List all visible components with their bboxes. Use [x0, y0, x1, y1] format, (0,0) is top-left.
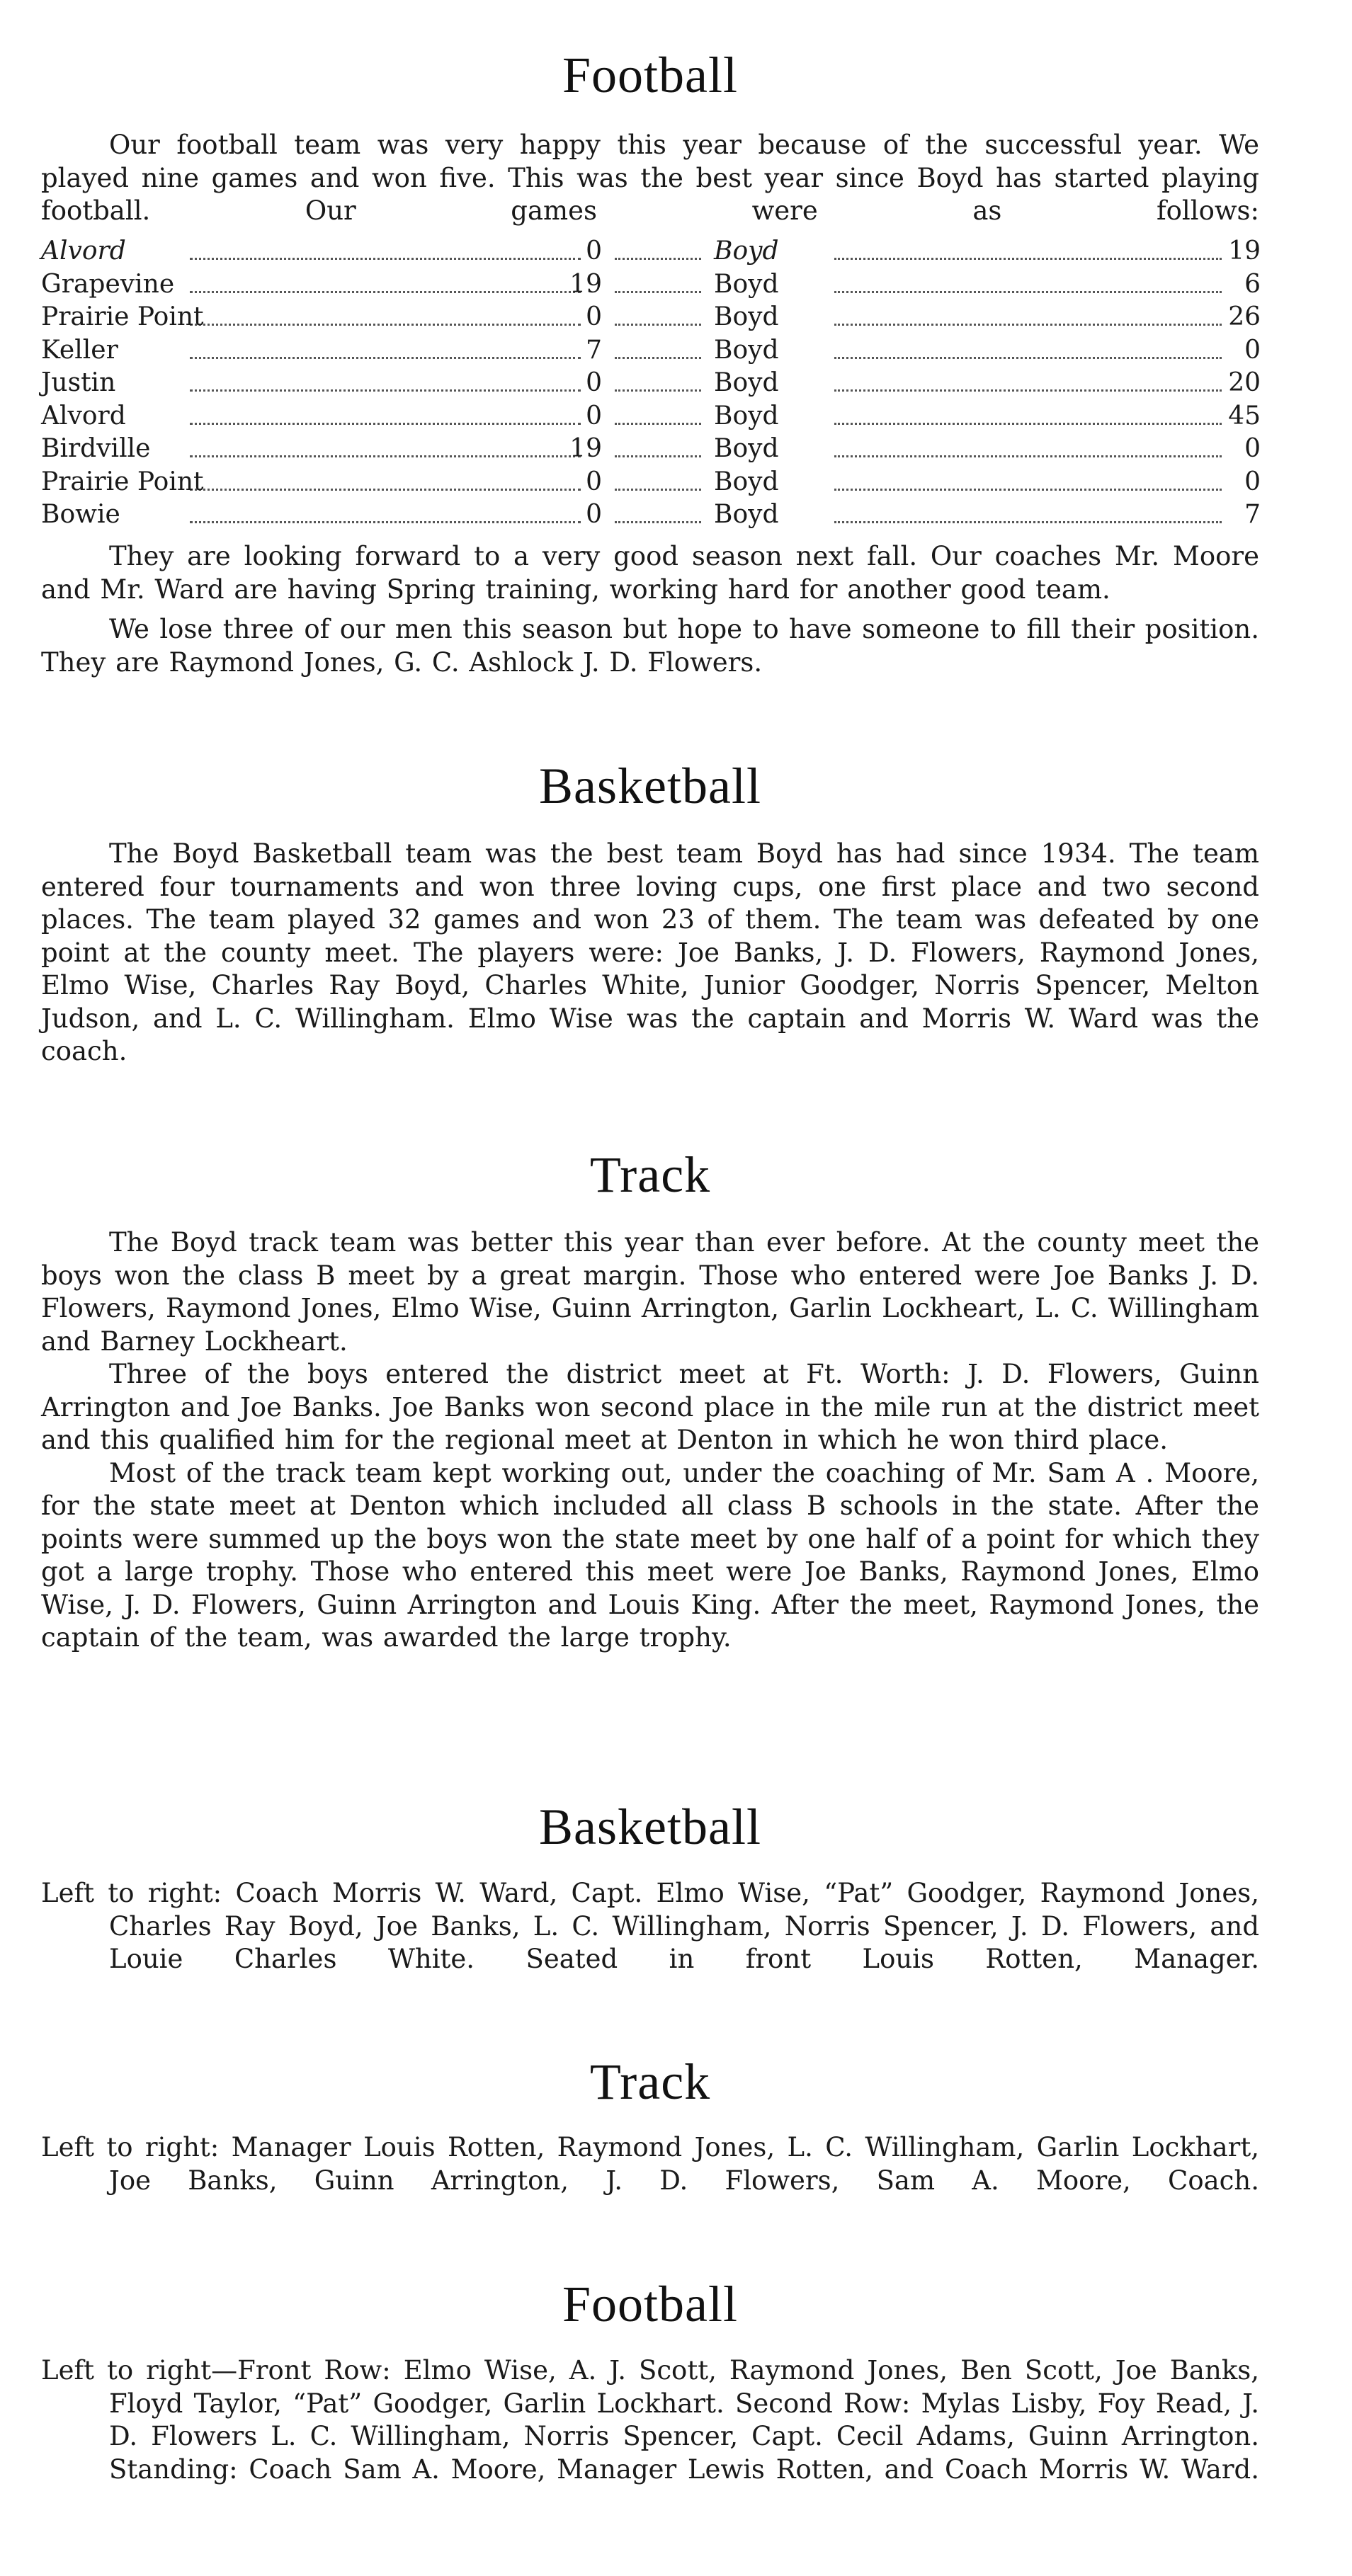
- game-team: Boyd: [714, 269, 779, 299]
- game-team-score: 45: [1228, 401, 1261, 431]
- game-opponent-score: 0: [586, 500, 602, 529]
- caption-track-heading-block: [41, 2051, 1259, 2113]
- game-opponent-score: 0: [586, 236, 602, 266]
- game-row: [41, 400, 1261, 433]
- game-team-score: 20: [1228, 368, 1261, 397]
- game-team: Boyd: [714, 467, 779, 496]
- game-team: Boyd: [714, 236, 779, 266]
- game-opponent-score: 0: [586, 467, 602, 496]
- game-opponent: Prairie Point: [41, 302, 204, 331]
- football-intro-block: [41, 129, 1259, 228]
- game-team-score: 26: [1228, 302, 1261, 331]
- game-team-score: 19: [1228, 236, 1261, 266]
- caption-football-block: [41, 2354, 1259, 2486]
- caption-track-heading: Track: [589, 2053, 711, 2110]
- game-team-score: 6: [1244, 269, 1261, 299]
- football-section: [41, 44, 1259, 106]
- game-opponent-score: 19: [569, 434, 602, 463]
- caption-track-text: Left to right: Manager Louis Rotten, Raymond Jones, L. C. Willingham, Garlin Lockhart, Joe Banks, Guinn Arrington, J. D. Flowers, Sam A. Moore, Coach.: [41, 2132, 1259, 2196]
- track-para1: The Boyd track team was better this year than ever before. At the county meet the boys won the class B meet by a great margin. Those who entered were Joe Banks J. D. Flowers, Raymond Jones, Elmo Wise, Guinn Arrington, Garlin Lockheart, L. C. Willingham and Barney Lockheart.: [41, 1227, 1259, 1357]
- game-team-score: 0: [1244, 335, 1261, 365]
- game-opponent: Grapevine: [41, 269, 175, 299]
- basketball-body: The Boyd Basketball team was the best team Boyd has had since 1934. The team entered four tournaments and won three loving cups, one first place and two second places. The team played 32 games and won 23 of them. The team was defeated by one point at the county meet. The players were: Joe Banks, J. D. Flowers, Raymond Jones, Elmo Wise, Charles Ray Boyd, Charles White, Junior Goodger, Norris Spencer, Melton Judson, and L. C. Willingham. Elmo Wise was the captain and Morris W. Ward was the coach.: [41, 838, 1259, 1066]
- game-row: [41, 367, 1261, 400]
- football-schedule-table: [41, 235, 1261, 532]
- football-closing: [41, 540, 1259, 679]
- game-opponent-score: 19: [569, 269, 602, 299]
- caption-track-block: [41, 2131, 1259, 2197]
- basketball-section: [41, 755, 1259, 817]
- football-heading: Football: [562, 47, 738, 103]
- track-para3: Most of the track team kept working out, under the coaching of Mr. Sam A . Moore, for the state meet at Denton which included all class B schools in the state. After the points were summed up the boys won the state meet by one half of a point for which they got a large trophy. Those who entered this meet were Joe Banks, Raymond Jones, Elmo Wise, J. D. Flowers, Guinn Arrington and Louis King. After the meet, Raymond Jones, the captain of the team, was awarded the large trophy.: [41, 1457, 1259, 1653]
- game-opponent: Bowie: [41, 500, 120, 529]
- caption-football-heading-block: [41, 2273, 1259, 2335]
- game-opponent: Alvord: [41, 401, 126, 431]
- game-opponent: Birdville: [41, 434, 151, 463]
- game-team: Boyd: [714, 368, 779, 397]
- game-row: [41, 334, 1261, 367]
- game-team: Boyd: [714, 335, 779, 365]
- football-para2: They are looking forward to a very good season next fall. Our coaches Mr. Moore and Mr. Ward are having Spring training, working hard for another good team.: [41, 541, 1259, 605]
- game-opponent: Alvord: [41, 236, 126, 266]
- game-team-score: 0: [1244, 434, 1261, 463]
- game-team: Boyd: [714, 401, 779, 431]
- game-opponent-score: 0: [586, 302, 602, 331]
- game-opponent-score: 7: [586, 335, 602, 365]
- caption-football-heading: Football: [562, 2276, 738, 2332]
- game-row: [41, 268, 1261, 302]
- caption-football-text: Left to right—Front Row: Elmo Wise, A. J. Scott, Raymond Jones, Ben Scott, Joe Banks, Floyd Taylor, “Pat” Goodger, Garlin Lockhart. Second Row: Mylas Lisby, Foy Read, J. D. Flowers L. C. Willingham, Norris Spencer, Capt. Cecil Adams, Guinn Arrington. Standing: Coach Sam A. Moore, Manager Lewis Rotten, and Coach Morris W. Ward.: [41, 2355, 1259, 2485]
- football-intro: Our football team was very happy this year because of the successful year. We played nine games and won five. This was the best year since Boyd has started playing football. Our games were as follows:: [41, 130, 1259, 226]
- game-row: [41, 498, 1261, 532]
- game-row: [41, 301, 1261, 334]
- basketball-body-block: [41, 838, 1259, 1068]
- game-team: Boyd: [714, 500, 779, 529]
- game-row: [41, 433, 1261, 466]
- track-section: [41, 1144, 1259, 1206]
- game-team-score: 0: [1244, 467, 1261, 496]
- caption-basketball-heading: Basketball: [539, 1799, 761, 1855]
- track-para2: Three of the boys entered the district meet at Ft. Worth: J. D. Flowers, Guinn Arrington and Joe Banks. Joe Banks won second place in the mile run at the district meet and this qualified him for the regional meet at Denton in which he won third place.: [41, 1359, 1259, 1455]
- game-opponent: Prairie Point: [41, 467, 204, 496]
- track-body-block: [41, 1226, 1259, 1655]
- basketball-heading: Basketball: [539, 758, 761, 814]
- caption-basketball-block: [41, 1877, 1259, 1976]
- game-team-score: 7: [1244, 500, 1261, 529]
- track-heading: Track: [589, 1146, 711, 1203]
- game-row: [41, 466, 1261, 499]
- caption-basketball-text: Left to right: Coach Morris W. Ward, Capt. Elmo Wise, “Pat” Goodger, Raymond Jones, Charles Ray Boyd, Joe Banks, L. C. Willingham, Norris Spencer, J. D. Flowers, and Louie Charles White. Seated in front Louis Rotten, Manager.: [41, 1878, 1259, 1974]
- game-opponent: Keller: [41, 335, 118, 365]
- football-para3: We lose three of our men this season but hope to have someone to fill their position. They are Raymond Jones, G. C. Ashlock J. D. Flowers.: [41, 614, 1259, 678]
- game-opponent: Justin: [41, 368, 116, 397]
- game-opponent-score: 0: [586, 401, 602, 431]
- game-opponent-score: 0: [586, 368, 602, 397]
- game-team: Boyd: [714, 434, 779, 463]
- game-row: [41, 235, 1261, 268]
- caption-basketball-heading-block: [41, 1796, 1259, 1858]
- game-team: Boyd: [714, 302, 779, 331]
